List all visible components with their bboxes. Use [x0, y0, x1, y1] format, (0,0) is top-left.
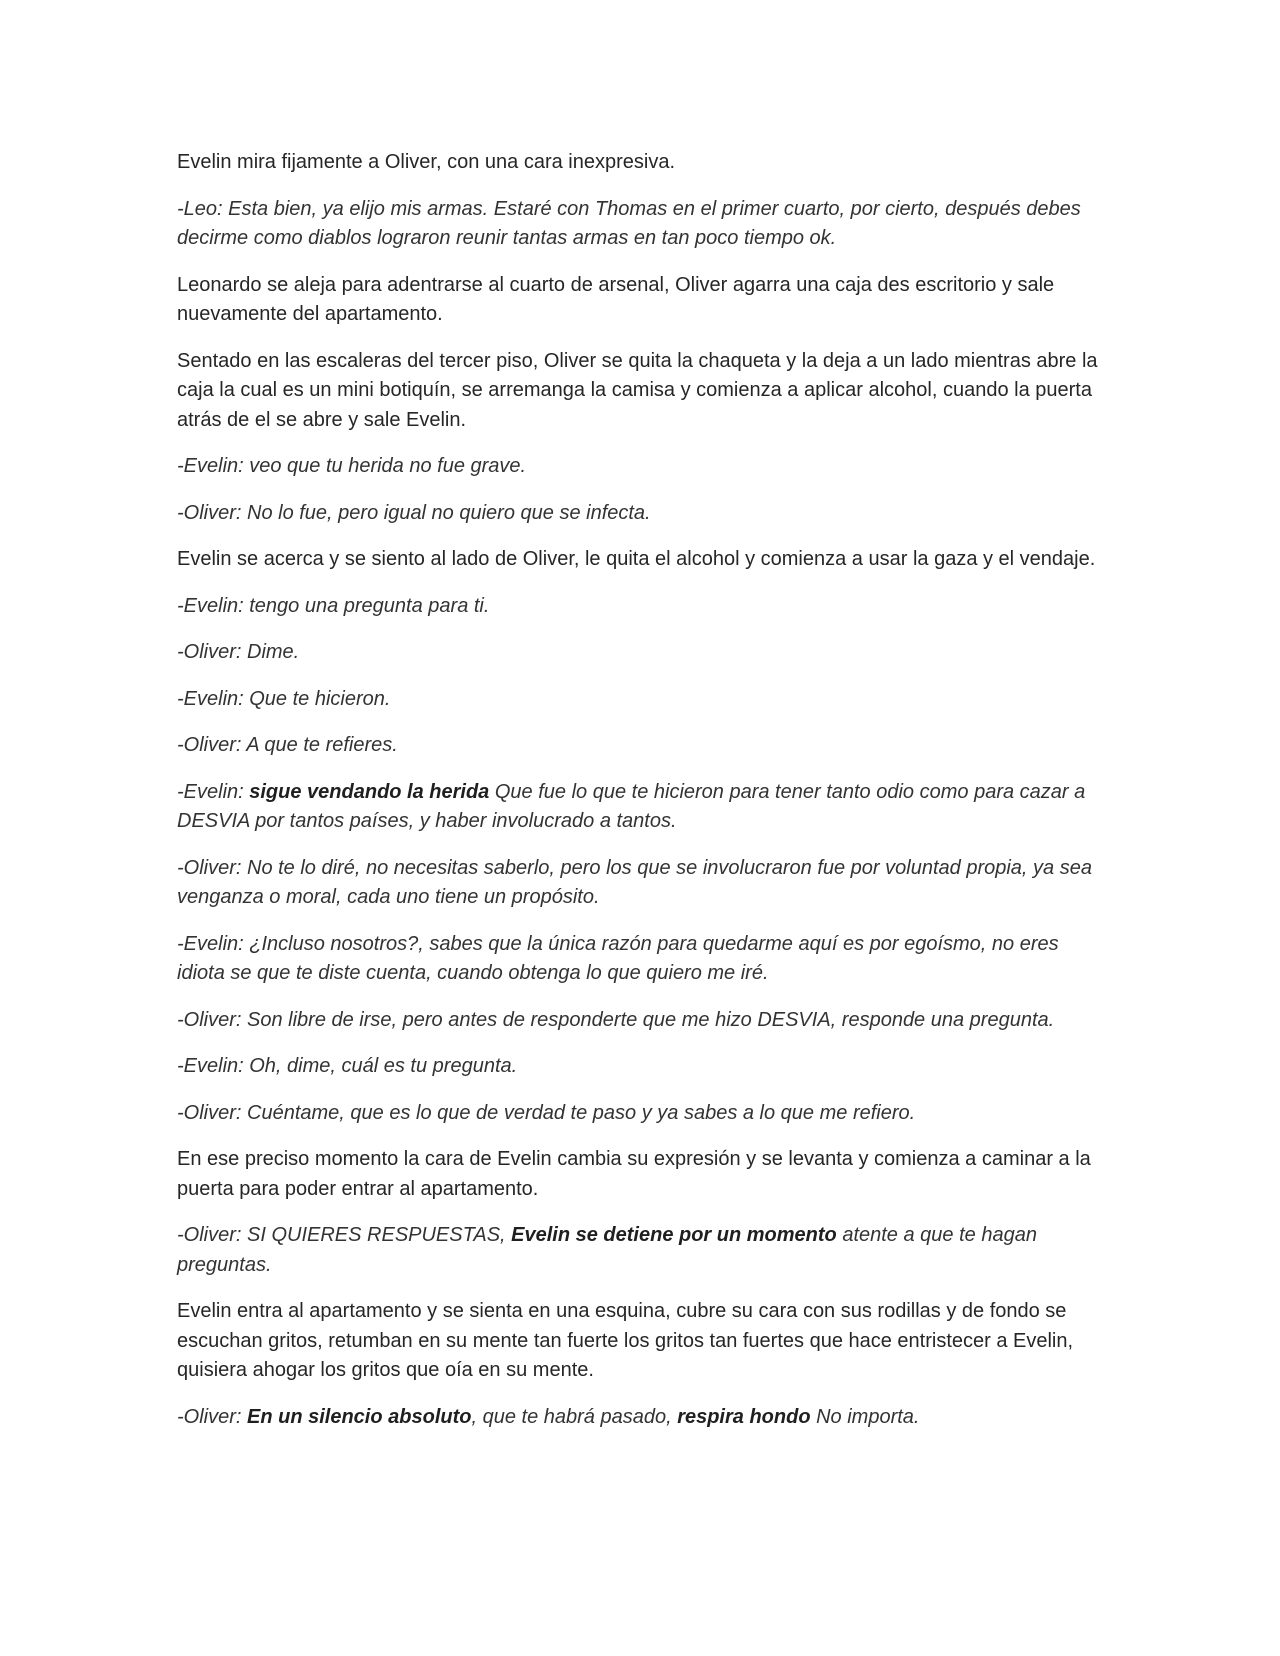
- paragraph-text: -Evelin: tengo una pregunta para ti.: [177, 594, 490, 617]
- dialog-paragraph: [177, 499, 1107, 529]
- dialog-paragraph: [177, 592, 1107, 622]
- dialog-paragraph: [177, 930, 1107, 989]
- paragraph-text: Sentado en las escaleras del tercer piso, Oliver se quita la chaqueta y la deja a un lado mientras abre la caja la cual es un mini botiquín, se arremanga la camisa y comienza a aplicar alcohol, cuando la puerta atrás de el se abre y sale Evelin.: [177, 349, 1098, 431]
- dialog-paragraph: [177, 452, 1107, 482]
- narration-paragraph: [177, 148, 1107, 178]
- document-body: [177, 148, 1107, 1449]
- paragraph-text: -Evelin:: [177, 780, 250, 803]
- stage-direction-text: En un silencio absoluto: [247, 1405, 472, 1428]
- dialog-paragraph: [177, 638, 1107, 668]
- paragraph-text: Evelin se acerca y se siento al lado de Oliver, le quita el alcohol y comienza a usar la gaza y el vendaje.: [177, 548, 1096, 570]
- dialog-paragraph: [177, 731, 1107, 761]
- paragraph-text: -Oliver: Dime.: [177, 641, 300, 663]
- paragraph-text: Leonardo se aleja para adentrarse al cuarto de arsenal, Oliver agarra una caja des escritorio y sale nuevamente del apartamento.: [177, 273, 1055, 325]
- paragraph-text: Que fue lo que te hicieron para tener tanto odio como para cazar a DESVIA por tantos países, y haber involucrado a tantos.: [177, 780, 1086, 832]
- paragraph-text: -Evelin: veo que tu herida no fue grave.: [177, 455, 527, 477]
- paragraph-text: -Oliver: A que te refieres.: [177, 734, 398, 756]
- paragraph-text: , que te habrá pasado,: [471, 1405, 678, 1428]
- paragraph-text: -Oliver: SI QUIERES RESPUESTAS,: [177, 1224, 512, 1246]
- stage-direction-text: respira hondo: [677, 1405, 811, 1428]
- dialog-paragraph: [177, 1006, 1107, 1036]
- narration-paragraph: [177, 1145, 1107, 1204]
- paragraph-text: -Oliver:: [177, 1405, 247, 1428]
- dialog-paragraph: [177, 1221, 1107, 1280]
- dialog-paragraph: [177, 778, 1107, 837]
- paragraph-text: -Oliver: No lo fue, pero igual no quiero que se infecta.: [177, 501, 651, 524]
- stage-direction-text: Evelin se detiene por un momento: [511, 1224, 837, 1246]
- paragraph-text: -Leo: Esta bien, ya elijo mis armas. Estaré con Thomas en el primer cuarto, por cierto, después debes decirme como diablos lograron reunir tantas armas en tan poco tiempo ok.: [177, 197, 1081, 249]
- paragraph-text: -Oliver: No te lo diré, no necesitas saberlo, pero los que se involucraron fue por voluntad propia, ya sea venganza o moral, cada uno tiene un propósito.: [177, 856, 1092, 908]
- paragraph-text: -Evelin: ¿Incluso nosotros?, sabes que la única razón para quedarme aquí es por egoísmo, no eres idiota se que te diste cuenta, cuando obtenga lo que quiero me iré.: [177, 932, 1059, 984]
- paragraph-text: -Evelin: Que te hicieron.: [177, 687, 391, 710]
- paragraph-text: -Oliver: Son libre de irse, pero antes de responderte que me hizo DESVIA, responde una pregunta.: [177, 1008, 1055, 1031]
- paragraph-text: atente a que te hagan preguntas.: [177, 1224, 1037, 1276]
- paragraph-text: No importa.: [810, 1405, 920, 1428]
- dialog-paragraph: [177, 1099, 1107, 1129]
- dialog-paragraph: [177, 1403, 1107, 1433]
- narration-paragraph: [177, 347, 1107, 436]
- narration-paragraph: [177, 545, 1107, 575]
- paragraph-text: Evelin entra al apartamento y se sienta en una esquina, cubre su cara con sus rodillas y de fondo se escuchan gritos, retumban en su mente tan fuerte los gritos tan fuertes que hace entristecer a Evelin, quisiera ahogar los gritos que oía en su mente.: [177, 1300, 1074, 1381]
- narration-paragraph: [177, 1297, 1107, 1386]
- stage-direction-text: sigue vendando la herida: [249, 780, 490, 803]
- dialog-paragraph: [177, 854, 1107, 913]
- paragraph-text: En ese preciso momento la cara de Evelin cambia su expresión y se levanta y comienza a caminar a la puerta para poder entrar al apartamento.: [177, 1148, 1091, 1200]
- paragraph-text: Evelin mira fijamente a Oliver, con una cara inexpresiva.: [177, 151, 676, 173]
- narration-paragraph: [177, 271, 1107, 330]
- dialog-paragraph: [177, 685, 1107, 715]
- dialog-paragraph: [177, 1052, 1107, 1082]
- paragraph-text: -Oliver: Cuéntame, que es lo que de verdad te paso y ya sabes a lo que me refiero.: [177, 1101, 916, 1124]
- paragraph-text: -Evelin: Oh, dime, cuál es tu pregunta.: [177, 1055, 518, 1077]
- dialog-paragraph: [177, 195, 1107, 254]
